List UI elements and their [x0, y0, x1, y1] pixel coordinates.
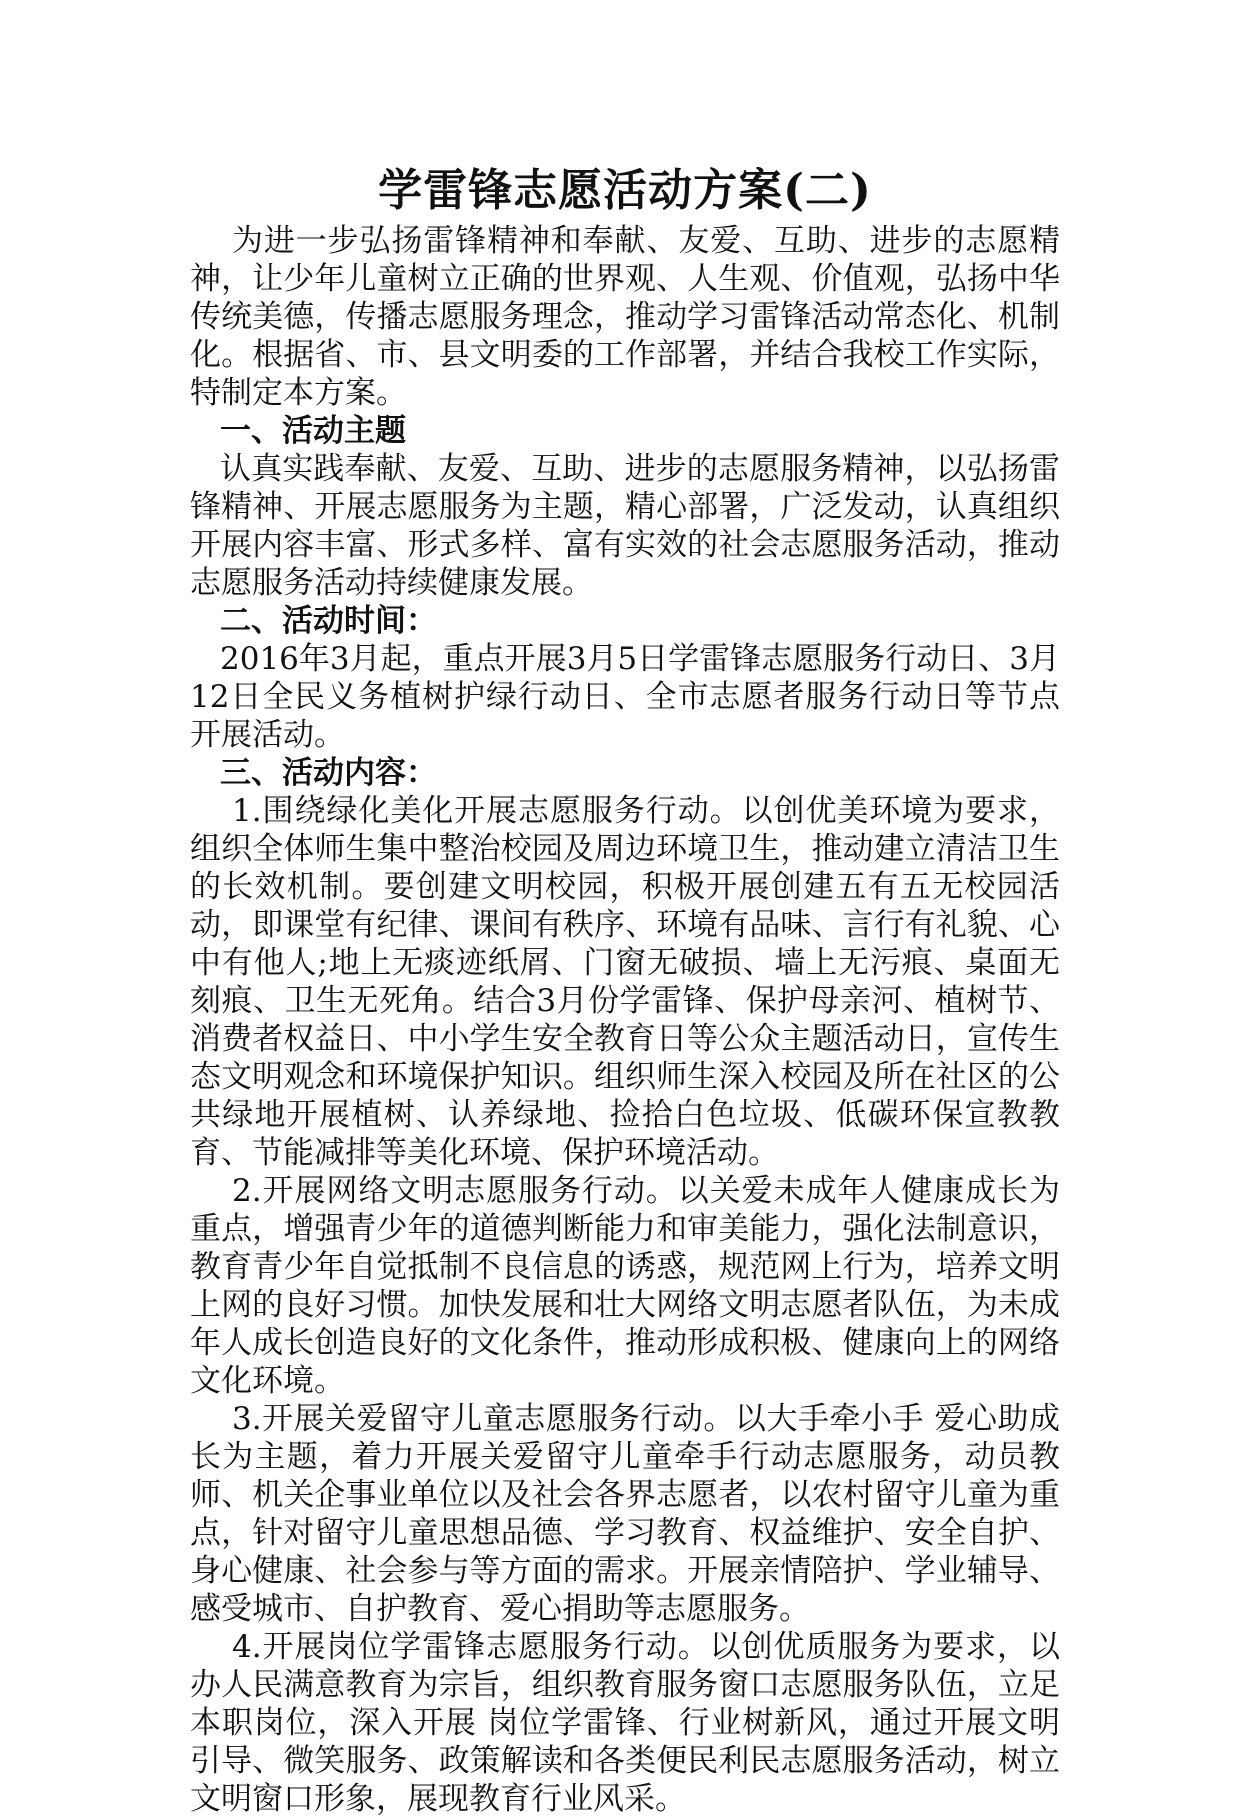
section-heading-time: 二、活动时间： [220, 603, 437, 639]
document-title: 学雷锋志愿活动方案(二) [378, 165, 872, 216]
time-paragraph: 2016年3月起，重点开展3月5日学雷锋志愿服务行动日、3月12日全民义务植树护绿行动日、全市志愿者服务行动日等节点开展活动。 [190, 641, 1060, 753]
content-item-2: 2.开展网络文明志愿服务行动。以关爱未成年人健康成长为重点，增强青少年的道德判断能力和审美能力，强化法制意识，教育青少年自觉抵制不良信息的诱惑，规范网上行为，培养文明上网的良好习惯。加快发展和壮大网络文明志愿者队伍，为未成年人成长创造良好的文化条件，推动形成积极、健康向上的网络文化环境。 [190, 1173, 1060, 1399]
intro-paragraph: 为进一步弘扬雷锋精神和奉献、友爱、互助、进步的志愿精神，让少年儿童树立正确的世界观、人生观、价值观，弘扬中华传统美德，传播志愿服务理念，推动学习雷锋活动常态化、机制化。根据省、市、县文明委的工作部署，并结合我校工作实际，特制定本方案。 [190, 223, 1060, 411]
content-item-3: 3.开展关爱留守儿童志愿服务行动。以大手牵小手 爱心助成长为主题，着力开展关爱留守儿童牵手行动志愿服务，动员教师、机关企事业单位以及社会各界志愿者，以农村留守儿童为重点，针对留守儿童思想品德、学习教育、权益维护、安全自护、身心健康、社会参与等方面的需求。开展亲情陪护、学业辅导、感受城市、自护教育、爱心捐助等志愿服务。 [190, 1401, 1060, 1627]
theme-paragraph: 认真实践奉献、友爱、互助、进步的志愿服务精神，以弘扬雷锋精神、开展志愿服务为主题，精心部署，广泛发动，认真组织开展内容丰富、形式多样、富有实效的社会志愿服务活动，推动志愿服务活动持续健康发展。 [190, 451, 1060, 601]
content-item-4: 4.开展岗位学雷锋志愿服务行动。以创优质服务为要求，以办人民满意教育为宗旨，组织教育服务窗口志愿服务队伍，立足本职岗位，深入开展 岗位学雷锋、行业树新风，通过开展文明引导、微笑服务、政策解读和各类便民利民志愿服务活动，树立文明窗口形象，展现教育行业风采。 [190, 1629, 1060, 1817]
section-heading-content: 三、活动内容： [220, 755, 437, 791]
document-page [190, 160, 1060, 1818]
section-heading-theme: 一、活动主题 [220, 413, 406, 449]
content-item-1: 1.围绕绿化美化开展志愿服务行动。以创优美环境为要求，组织全体师生集中整治校园及周边环境卫生，推动建立清洁卫生的长效机制。要创建文明校园，积极开展创建五有五无校园活动，即课堂有纪律、课间有秩序、环境有品味、言行有礼貌、心中有他人;地上无痰迹纸屑、门窗无破损、墙上无污痕、桌面无刻痕、卫生无死角。结合3月份学雷锋、保护母亲河、植树节、消费者权益日、中小学生安全教育日等公众主题活动日，宣传生态文明观念和环境保护知识。组织师生深入校园及所在社区的公共绿地开展植树、认养绿地、捡拾白色垃圾、低碳环保宣教教育、节能减排等美化环境、保护环境活动。 [190, 793, 1060, 1171]
